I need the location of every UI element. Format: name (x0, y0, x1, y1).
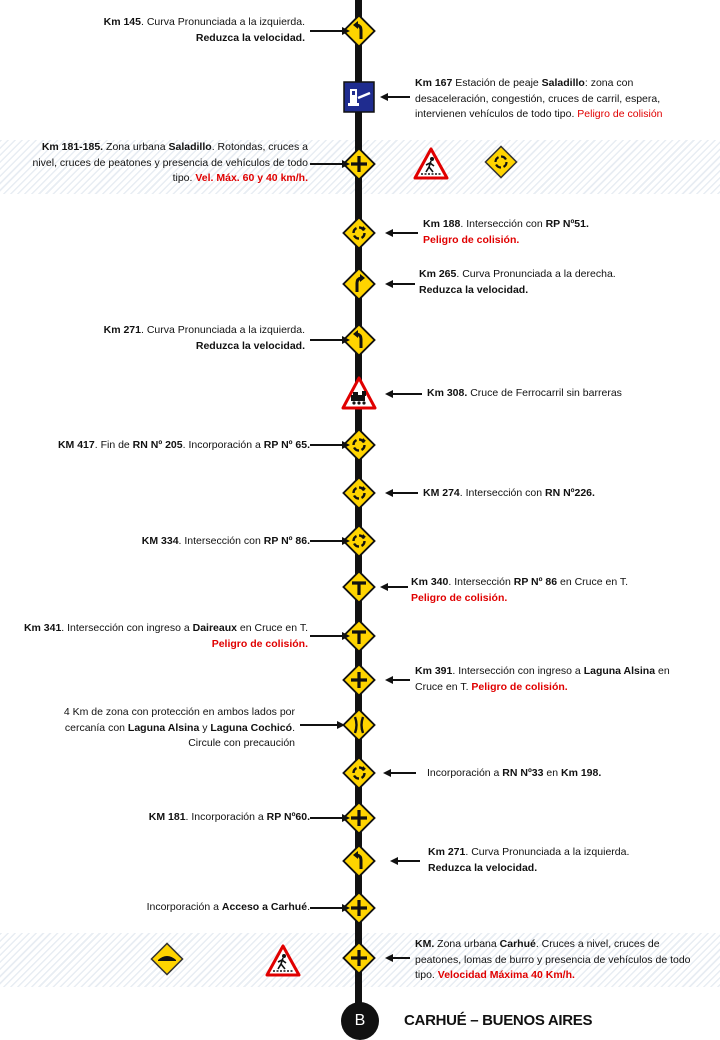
highlight-text: Km 341 (23, 622, 62, 634)
highlight-text: Km 167 (415, 77, 453, 89)
road-narrows-sign-icon (342, 708, 376, 742)
railway-crossing-sign-icon (342, 377, 376, 411)
entry-description (423, 217, 623, 248)
description-text: en (655, 665, 670, 677)
highlight-text: Acceso a Carhué (221, 901, 308, 913)
highlight-text: KM 181 (148, 811, 186, 823)
highlight-text: Reduzca la velocidad. (195, 31, 305, 44)
description-text: . Intersección con (460, 218, 546, 230)
highlight-text: Daireaux (192, 622, 237, 634)
description-text: en (543, 767, 561, 779)
description-text: . Intersección con ingreso a (452, 665, 584, 677)
curve-right-sign-icon (342, 267, 376, 301)
description-text: . (307, 901, 310, 913)
highlight-text: RN Nº 205 (132, 439, 183, 451)
description-text: . Intersección (448, 576, 514, 588)
highlight-text: Reduzca la velocidad. (428, 861, 538, 874)
description-text: . Fin de (94, 439, 133, 451)
highlight-text: RP Nº 86 (513, 576, 558, 588)
description-text: en Cruce en T. (557, 576, 629, 588)
entry-description (100, 534, 310, 550)
description-text: . Curva Pronunciada a la izquierda. (140, 324, 305, 336)
entry-description (427, 386, 647, 402)
curve-left-sign-icon (342, 844, 376, 878)
entry-description (95, 323, 305, 354)
description-text: tipo. (415, 969, 438, 981)
description-text: tipo. (172, 172, 196, 184)
description-text: . Curva Pronunciada a la izquierda. (140, 16, 305, 28)
highlight-text: Saladillo (541, 77, 585, 89)
warning-text: Velocidad Máxima 40 Km/h. (437, 969, 575, 981)
description-text: en Cruce en T. (236, 622, 308, 634)
entry-description (411, 575, 651, 606)
description-text: Estación de peaje (452, 77, 542, 89)
warning-text: Peligro de colisión. (471, 680, 568, 693)
description-text: . Cruces a nivel, cruces de (535, 938, 660, 950)
warning-text: Peligro de colisión. (423, 233, 520, 246)
description-text: Circule con precaución (188, 737, 295, 749)
highlight-text: RP Nº60. (266, 811, 310, 823)
highlight-text: Km 145 (103, 16, 141, 28)
highlight-text: Laguna Alsina (127, 721, 200, 734)
highlight-text: Km 265 (419, 268, 457, 280)
highlight-text: Km 391 (415, 665, 453, 677)
roundabout-sign-icon (342, 476, 376, 510)
crossroad-sign-icon (342, 941, 376, 975)
warning-text: Peligro de colisión. (211, 637, 308, 650)
highlight-text: RP Nº 65. (263, 439, 310, 451)
highlight-text: Laguna Alsina (583, 665, 656, 677)
description-text: . Rotondas, cruces a (211, 141, 308, 153)
entry-description (100, 810, 310, 826)
destination-label: CARHUÉ – BUENOS AIRES (404, 1012, 593, 1029)
entry-description (427, 766, 647, 782)
entry-description (419, 267, 639, 298)
description-text: intervienen vehículos de todo tipo. (415, 108, 578, 120)
highlight-text: RN Nº33 (502, 767, 544, 779)
highlight-text: Km 340 (411, 576, 449, 588)
warning-text: Peligro de colisión. (411, 591, 508, 604)
highlight-text: Saladillo (168, 141, 212, 153)
description-text: Cruce de Ferrocarril sin barreras (467, 387, 622, 399)
description-text: . Intersección con (459, 487, 545, 499)
entry-description (30, 705, 295, 752)
roundabout-icon (484, 145, 518, 179)
entry-description (10, 140, 308, 187)
description-text: Incorporación a (146, 901, 222, 913)
description-text: 4 Km de zona con protección en ambos lados por (63, 706, 295, 718)
highlight-text: Km 308. (427, 387, 468, 399)
description-text: Incorporación a (427, 767, 503, 779)
entry-description (95, 15, 305, 46)
highlight-text: RP Nº51. (545, 218, 589, 230)
entry-description (423, 486, 643, 502)
highlight-text: Km 188 (423, 218, 461, 230)
entry-description (415, 76, 715, 123)
entry-description (415, 937, 715, 984)
highlight-text: RN Nº226. (544, 487, 595, 499)
highlight-text: Km 181-185. (41, 141, 104, 153)
description-text: . Incorporación a (182, 439, 264, 451)
entry-description (10, 621, 308, 652)
warning-text: Peligro de colisión (577, 108, 663, 120)
roundabout-sign-icon (342, 216, 376, 250)
highlight-text: Reduzca la velocidad. (195, 339, 305, 352)
highlight-text: KM. (415, 938, 435, 950)
description-text: desaceleración, congestión, cruces de carril, espera, (415, 92, 661, 105)
description-text: peatones, lomas de burro y presencia de vehículos de todo (415, 953, 691, 966)
pedestrian-crossing-icon (265, 944, 301, 978)
highlight-text: KM 334 (141, 535, 179, 547)
highlight-text: RP Nº 86. (263, 535, 310, 547)
highlight-text: KM 417 (57, 439, 95, 451)
description-text: cercanía con (64, 721, 128, 734)
description-text: . Intersección con (178, 535, 264, 547)
toll-station-sign-icon (342, 80, 376, 114)
entry-description (100, 900, 310, 916)
entry-description (415, 664, 715, 695)
description-text: . Incorporación a (185, 811, 267, 823)
highlight-text: Laguna Cochicó (210, 721, 293, 734)
warning-text: Vel. Máx. 60 y 40 km/h. (195, 172, 308, 184)
highlight-text: KM 274 (423, 487, 460, 499)
description-text: Cruce en T. (415, 680, 472, 693)
highlight-text: Carhué (499, 938, 536, 950)
description-text: nivel, cruces de peatones y presencia de vehículos de todo (32, 156, 308, 169)
speed-bump-icon (150, 942, 184, 976)
highlight-text: Km 198. (561, 767, 602, 779)
description-text: . Curva Pronunciada a la izquierda. (465, 846, 630, 858)
destination-marker: B (341, 1002, 379, 1040)
roundabout-sign-icon (342, 756, 376, 790)
crossroad-sign-icon (342, 663, 376, 697)
highlight-text: Km 271 (428, 846, 466, 858)
highlight-text: Reduzca la velocidad. (419, 283, 529, 296)
description-text: . (292, 721, 295, 734)
description-text: . Curva Pronunciada a la derecha. (456, 268, 616, 280)
description-text: y (199, 721, 211, 734)
t-junction-sign-icon (342, 570, 376, 604)
highlight-text: Km 271 (103, 324, 141, 336)
description-text: Zona urbana (103, 141, 169, 153)
description-text: . Intersección con ingreso a (61, 622, 193, 634)
entry-description (20, 438, 310, 454)
entry-description (428, 845, 648, 876)
pedestrian-crossing-icon (413, 147, 449, 181)
description-text: Zona urbana (434, 938, 500, 950)
description-text: : zona con (584, 77, 634, 89)
